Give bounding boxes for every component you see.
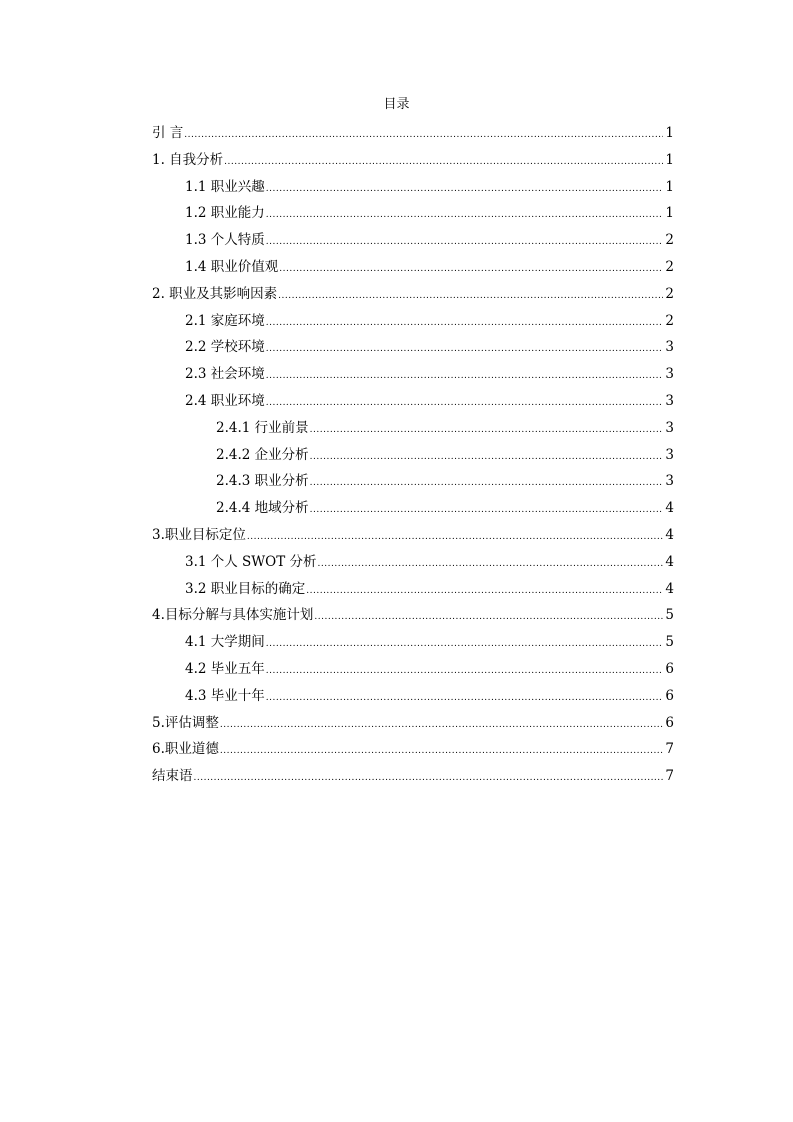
toc-entry-page-number: 3 bbox=[665, 392, 674, 409]
toc-dot-leader bbox=[266, 631, 664, 658]
toc-dot-leader bbox=[184, 122, 663, 149]
toc-entry-page-number: 4 bbox=[665, 526, 674, 543]
toc-entry[interactable] bbox=[152, 308, 674, 335]
toc-entry[interactable] bbox=[152, 174, 674, 201]
toc-entry[interactable] bbox=[152, 281, 674, 308]
toc-entry[interactable] bbox=[152, 522, 674, 549]
toc-entry-page-number: 7 bbox=[665, 768, 674, 785]
toc-dot-leader bbox=[266, 685, 664, 712]
toc-dot-leader bbox=[247, 524, 664, 551]
toc-entry[interactable] bbox=[152, 147, 674, 174]
toc-entry-label: 2.4.2 企业分析 bbox=[216, 446, 309, 463]
toc-entry[interactable] bbox=[152, 442, 674, 469]
toc-entry-label: 2.4 职业环境 bbox=[185, 392, 265, 409]
toc-entry-label: 2.4.1 行业前景 bbox=[216, 419, 309, 436]
toc-entry[interactable] bbox=[152, 415, 674, 442]
toc-entry-page-number: 2 bbox=[665, 312, 674, 329]
toc-entry[interactable] bbox=[152, 334, 674, 361]
toc-entry-label: 3.1 个人 SWOT 分析 bbox=[185, 553, 317, 570]
toc-dot-leader bbox=[220, 712, 664, 739]
toc-entry-page-number: 2 bbox=[665, 232, 674, 249]
toc-dot-leader bbox=[310, 417, 664, 444]
toc-dot-leader bbox=[318, 551, 664, 578]
toc-dot-leader bbox=[224, 149, 663, 176]
toc-entry-label: 结束语 bbox=[152, 768, 193, 785]
toc-entry-label: 1.3 个人特质 bbox=[185, 232, 265, 249]
toc-entry-page-number: 1 bbox=[665, 151, 674, 168]
toc-dot-leader bbox=[310, 444, 664, 471]
toc-dot-leader bbox=[266, 363, 664, 390]
toc-entry-page-number: 6 bbox=[665, 660, 674, 677]
toc-entry-label: 4.目标分解与具体实施计划 bbox=[152, 607, 314, 624]
toc-dot-leader bbox=[306, 578, 663, 605]
toc-dot-leader bbox=[279, 256, 663, 283]
toc-dot-leader bbox=[266, 658, 664, 685]
toc-entry-page-number: 3 bbox=[665, 339, 674, 356]
toc-entry-label: 1.1 职业兴趣 bbox=[185, 178, 265, 195]
toc-entry-label: 5.评估调整 bbox=[152, 714, 219, 731]
toc-entry[interactable] bbox=[152, 254, 674, 281]
toc-dot-leader bbox=[220, 738, 664, 765]
toc-entry-label: 2. 职业及其影响因素 bbox=[152, 285, 278, 302]
table-of-contents bbox=[152, 120, 674, 790]
toc-entry-label: 2.4.4 地域分析 bbox=[216, 500, 309, 517]
toc-entry-label: 2.2 学校环境 bbox=[185, 339, 265, 356]
toc-entry-page-number: 4 bbox=[665, 553, 674, 570]
toc-entry[interactable] bbox=[152, 576, 674, 603]
toc-entry-page-number: 1 bbox=[665, 178, 674, 195]
toc-entry-page-number: 1 bbox=[665, 205, 674, 222]
toc-dot-leader bbox=[266, 390, 664, 417]
toc-dot-leader bbox=[266, 202, 664, 229]
toc-entry-page-number: 5 bbox=[665, 607, 674, 624]
toc-entry-label: 2.3 社会环境 bbox=[185, 366, 265, 383]
toc-entry-page-number: 1 bbox=[665, 125, 674, 141]
toc-entry[interactable] bbox=[152, 227, 674, 254]
toc-entry[interactable] bbox=[152, 656, 674, 683]
toc-entry-label: 3.职业目标定位 bbox=[152, 526, 246, 543]
toc-title: 目录 bbox=[383, 97, 410, 112]
toc-entry[interactable] bbox=[152, 361, 674, 388]
toc-entry-page-number: 5 bbox=[665, 634, 674, 651]
toc-entry-page-number: 4 bbox=[665, 580, 674, 597]
toc-entry-page-number: 6 bbox=[665, 714, 674, 731]
toc-entry[interactable] bbox=[152, 549, 674, 576]
toc-entry[interactable] bbox=[152, 629, 674, 656]
toc-entry-page-number: 2 bbox=[665, 258, 674, 275]
toc-entry-label: 2.1 家庭环境 bbox=[185, 312, 265, 329]
toc-entry[interactable] bbox=[152, 683, 674, 710]
toc-entry-label: 6.职业道德 bbox=[152, 741, 219, 758]
toc-entry[interactable] bbox=[152, 710, 674, 737]
toc-entry[interactable] bbox=[152, 200, 674, 227]
toc-entry[interactable] bbox=[152, 388, 674, 415]
toc-dot-leader bbox=[266, 176, 664, 203]
toc-dot-leader bbox=[314, 604, 663, 631]
toc-entry-page-number: 3 bbox=[665, 446, 674, 463]
toc-entry-page-number: 3 bbox=[665, 419, 674, 436]
toc-entry-label: 4.1 大学期间 bbox=[185, 634, 265, 651]
toc-entry[interactable] bbox=[152, 736, 674, 763]
toc-entry-page-number: 4 bbox=[665, 500, 674, 517]
toc-entry-label: 3.2 职业目标的确定 bbox=[185, 580, 306, 597]
toc-entry-label: 2.4.3 职业分析 bbox=[216, 473, 309, 490]
toc-dot-leader bbox=[278, 283, 663, 310]
toc-entry-label: 1.4 职业价值观 bbox=[185, 258, 279, 275]
toc-dot-leader bbox=[310, 497, 664, 524]
toc-entry-label: 1.2 职业能力 bbox=[185, 205, 265, 222]
toc-entry-page-number: 6 bbox=[665, 687, 674, 704]
toc-dot-leader bbox=[310, 470, 664, 497]
toc-entry[interactable] bbox=[152, 495, 674, 522]
toc-dot-leader bbox=[266, 336, 664, 363]
toc-entry-label: 4.3 毕业十年 bbox=[185, 687, 265, 704]
toc-entry-label: 引 言 bbox=[152, 125, 184, 141]
toc-entry-page-number: 3 bbox=[665, 473, 674, 490]
toc-entry[interactable] bbox=[152, 763, 674, 790]
toc-dot-leader bbox=[266, 310, 664, 337]
toc-entry[interactable] bbox=[152, 468, 674, 495]
toc-entry-page-number: 2 bbox=[665, 285, 674, 302]
toc-entry-page-number: 3 bbox=[665, 366, 674, 383]
toc-entry-label: 4.2 毕业五年 bbox=[185, 660, 265, 677]
toc-entry-label: 1. 自我分析 bbox=[152, 151, 224, 168]
toc-dot-leader bbox=[266, 229, 664, 256]
toc-entry[interactable] bbox=[152, 120, 674, 147]
toc-entry-page-number: 7 bbox=[665, 741, 674, 758]
toc-dot-leader bbox=[194, 765, 664, 792]
toc-entry[interactable] bbox=[152, 602, 674, 629]
